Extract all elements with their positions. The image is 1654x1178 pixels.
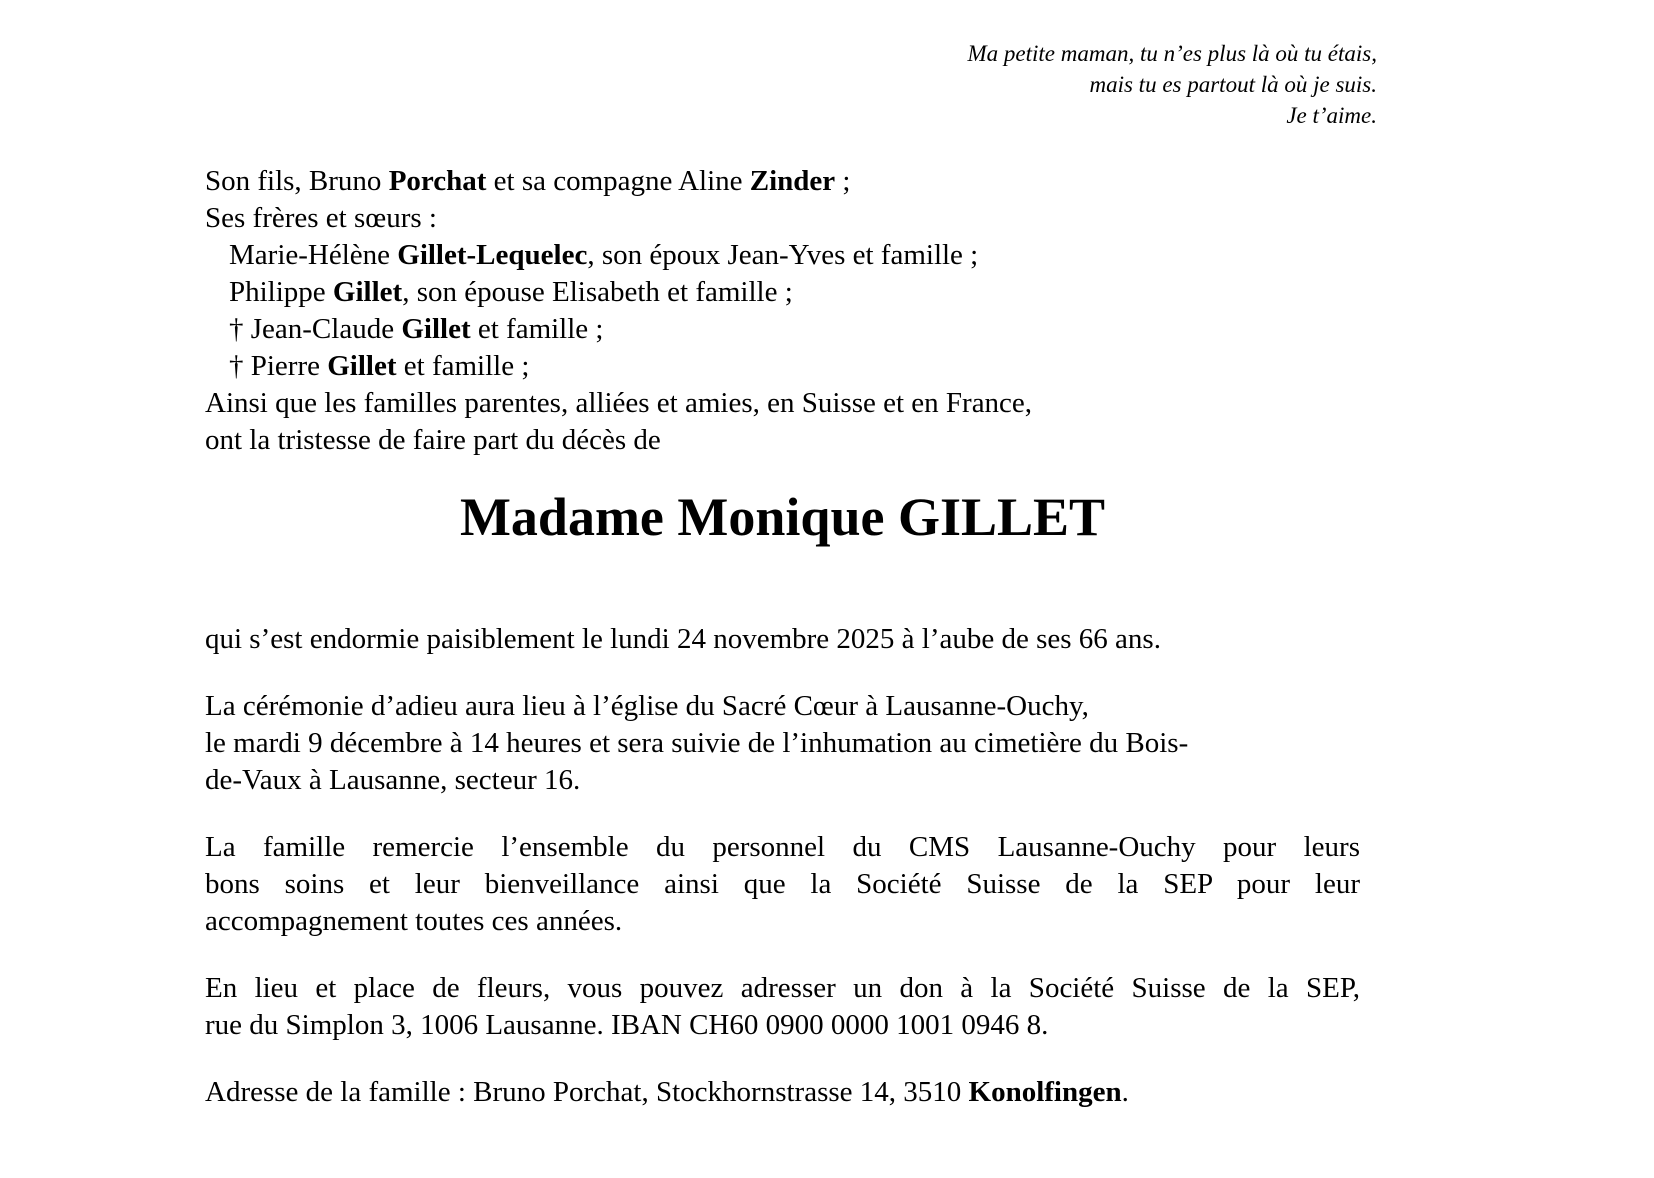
text-segment: accompagnement toutes ces années. <box>205 905 623 937</box>
text-line <box>205 163 1360 200</box>
deceased-name-title: Madame Monique GILLET <box>459 487 1106 547</box>
thanks-paragraph <box>205 829 1360 940</box>
text-segment: et famille ; <box>396 350 530 382</box>
text-segment: La famille remercie l’ensemble du personnel du CMS Lausanne-Ouchy pour leurs <box>205 831 1360 863</box>
text-segment: Son fils, Bruno <box>205 165 389 197</box>
text-line <box>205 762 1360 799</box>
text-segment: Ainsi que les familles parentes, alliées et amies, en Suisse et en France, <box>205 387 1033 419</box>
text-line <box>205 422 1360 459</box>
text-line <box>205 311 1360 348</box>
text-segment: le mardi 9 décembre à 14 heures et sera suivie de l’inhumation au cimetière du Bois- <box>205 727 1189 759</box>
text-line <box>205 1074 1360 1111</box>
text-line <box>205 829 1360 866</box>
bold-name-segment: Gillet <box>327 350 397 382</box>
text-line <box>205 970 1360 1007</box>
text-line <box>205 725 1360 762</box>
bold-name-segment: Zinder <box>749 165 836 197</box>
death-date-paragraph <box>205 621 1360 658</box>
epigraph-quote <box>205 0 1377 131</box>
text-segment: , son épouse Elisabeth et famille ; <box>402 276 793 308</box>
text-line <box>205 688 1360 725</box>
text-line <box>205 385 1360 422</box>
obituary-content-column <box>205 0 1377 1111</box>
text-segment: de-Vaux à Lausanne, secteur 16. <box>205 764 581 796</box>
ceremony-paragraph <box>205 688 1360 799</box>
text-segment: La cérémonie d’adieu aura lieu à l’église du Sacré Cœur à Lausanne-Ouchy, <box>205 690 1089 722</box>
bold-name-segment: Porchat <box>388 165 487 197</box>
text-line <box>205 903 1360 940</box>
text-segment: ; <box>835 165 851 197</box>
text-segment: . <box>1121 1076 1129 1108</box>
text-segment: † Pierre <box>229 350 328 382</box>
epigraph-line: Ma petite maman, tu n’es plus là où tu étais, <box>967 41 1377 66</box>
text-line <box>205 866 1360 903</box>
text-line <box>205 274 1360 311</box>
text-segment: qui s’est endormie paisiblement le lundi 24 novembre 2025 à l’aube de ses 66 ans. <box>205 623 1161 655</box>
text-segment: et sa compagne Aline <box>486 165 750 197</box>
bold-name-segment: Konolfingen <box>968 1076 1122 1108</box>
bold-name-segment: Gillet-Lequelec <box>397 239 588 271</box>
donation-paragraph <box>205 970 1360 1044</box>
text-segment: Philippe <box>229 276 333 308</box>
epigraph-line: Je t’aime. <box>1286 103 1377 128</box>
relatives-list <box>205 163 1360 459</box>
text-segment: † Jean-Claude <box>229 313 402 345</box>
text-segment: En lieu et place de fleurs, vous pouvez adresser un don à la Société Suisse de la SEP, <box>205 972 1360 1004</box>
text-line <box>205 237 1360 274</box>
paragraphs-container <box>205 621 1360 1111</box>
text-segment: et famille ; <box>470 313 604 345</box>
epigraph-line: mais tu es partout là où je suis. <box>1089 72 1377 97</box>
text-segment: rue du Simplon 3, 1006 Lausanne. IBAN CH60 0900 0000 1001 0946 8. <box>205 1009 1049 1041</box>
family-address-paragraph <box>205 1074 1360 1111</box>
text-segment: Ses frères et sœurs : <box>205 202 437 234</box>
text-segment: , son époux Jean-Yves et famille ; <box>587 239 979 271</box>
text-line <box>205 200 1360 237</box>
text-segment: Marie-Hélène <box>229 239 398 271</box>
text-line <box>205 621 1360 658</box>
text-line <box>205 348 1360 385</box>
text-segment: bons soins et leur bienveillance ainsi que la Société Suisse de la SEP pour leur <box>205 868 1360 900</box>
text-segment: Adresse de la famille : Bruno Porchat, Stockhornstrasse 14, 3510 <box>205 1076 969 1108</box>
bold-name-segment: Gillet <box>332 276 403 308</box>
text-segment: ont la tristesse de faire part du décès de <box>205 424 661 456</box>
text-line <box>205 1007 1360 1044</box>
bold-name-segment: Gillet <box>401 313 471 345</box>
